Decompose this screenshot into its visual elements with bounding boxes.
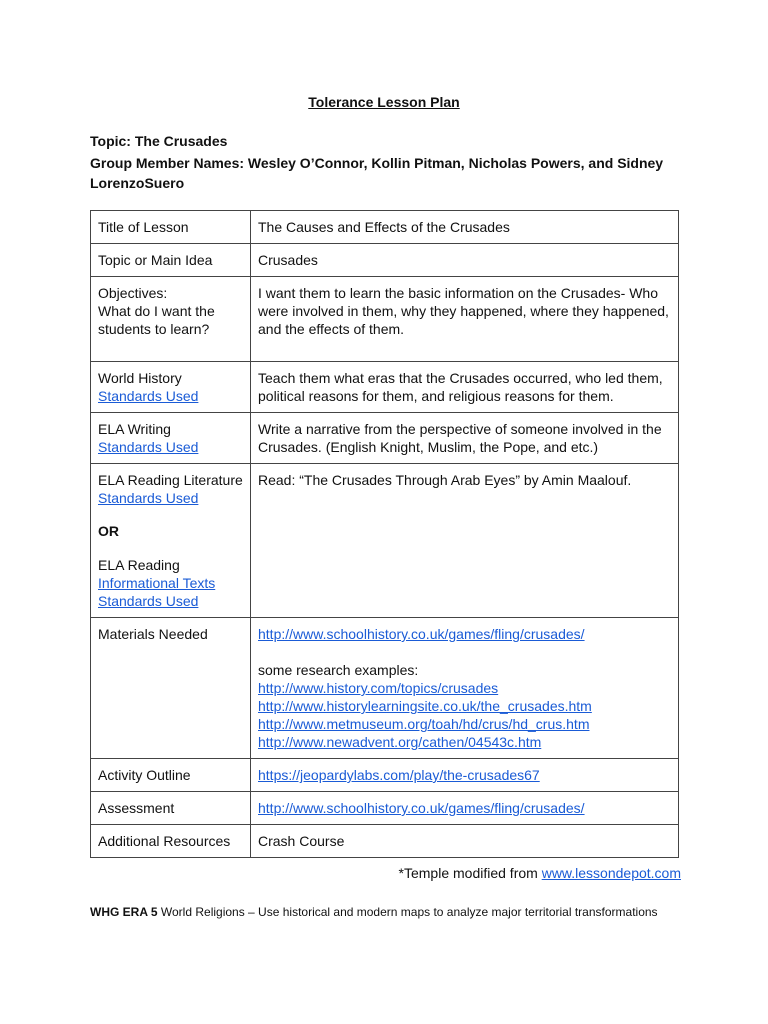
assessment-link[interactable]: http://www.schoolhistory.co.uk/games/fling/crusades/ [258, 800, 585, 816]
row-value [251, 759, 679, 792]
ela-reading-label: ELA Reading [98, 557, 180, 573]
lesson-plan-table [90, 210, 679, 858]
standards-footer [90, 905, 658, 919]
ela-writing-standards-link[interactable]: Standards Used [98, 439, 199, 455]
objectives-label: Objectives: [98, 285, 168, 301]
row-label: Additional Resources [91, 825, 251, 858]
row-value: Read: “The Crusades Through Arab Eyes” by Amin Maalouf. [251, 464, 679, 618]
credit-text: *Temple modified from [398, 865, 542, 881]
ela-reading-literature-standards-link[interactable]: Standards Used [98, 490, 199, 506]
row-label [91, 277, 251, 362]
table-row [91, 825, 679, 858]
activity-link[interactable]: https://jeopardylabs.com/play/the-crusades67 [258, 767, 540, 783]
informational-texts-link[interactable]: Informational Texts [98, 575, 216, 591]
row-label [91, 464, 251, 618]
template-credit [399, 865, 681, 881]
row-label: Assessment [91, 792, 251, 825]
table-row [91, 277, 679, 362]
table-row [91, 464, 679, 618]
world-history-label: World History [98, 370, 182, 386]
row-label: Title of Lesson [91, 211, 251, 244]
or-text: OR [98, 523, 119, 539]
footer-text: World Religions – Use historical and modern maps to analyze major territorial transformations [157, 905, 658, 919]
research-link[interactable]: http://www.historylearningsite.co.uk/the_crusades.htm [258, 698, 592, 714]
row-label: Activity Outline [91, 759, 251, 792]
row-label [91, 413, 251, 464]
objectives-question: What do I want the students to learn? [98, 303, 215, 337]
table-row [91, 211, 679, 244]
research-link[interactable]: http://www.metmuseum.org/toah/hd/crus/hd_crus.htm [258, 716, 590, 732]
table-row [91, 792, 679, 825]
row-label: Topic or Main Idea [91, 244, 251, 277]
ela-reading-standards-link[interactable]: Standards Used [98, 593, 199, 609]
row-value: Crusades [251, 244, 679, 277]
table-row [91, 759, 679, 792]
row-value: Teach them what eras that the Crusades occurred, who led them, political reasons for them, and religious reasons for them. [251, 362, 679, 413]
topic-heading: Topic: The Crusades [90, 133, 228, 149]
row-value [251, 618, 679, 759]
table-row [91, 618, 679, 759]
research-link[interactable]: http://www.history.com/topics/crusades [258, 680, 499, 696]
row-label [91, 362, 251, 413]
row-value: The Causes and Effects of the Crusades [251, 211, 679, 244]
lessondepot-link[interactable]: www.lessondepot.com [541, 865, 681, 881]
research-link[interactable]: http://www.newadvent.org/cathen/04543c.htm [258, 734, 542, 750]
page-title: Tolerance Lesson Plan [308, 94, 460, 110]
row-label: Materials Needed [91, 618, 251, 759]
ela-writing-label: ELA Writing [98, 421, 171, 437]
materials-link[interactable]: http://www.schoolhistory.co.uk/games/fling/crusades/ [258, 626, 585, 642]
table-row [91, 413, 679, 464]
row-value: Crash Course [251, 825, 679, 858]
row-value: I want them to learn the basic information on the Crusades- Who were involved in them, why they happened, where they happened, and the effects of them. [251, 277, 679, 362]
group-members: Group Member Names: Wesley O’Connor, Kollin Pitman, Nicholas Powers, and Sidney LorenzoSuero [90, 155, 664, 191]
row-value: Write a narrative from the perspective of someone involved in the Crusades. (English Knight, Muslim, the Pope, and etc.) [251, 413, 679, 464]
table-row [91, 244, 679, 277]
footer-era: WHG ERA 5 [90, 905, 158, 919]
ela-reading-literature-label: ELA Reading Literature [98, 472, 243, 488]
world-history-standards-link[interactable]: Standards Used [98, 388, 199, 404]
research-examples-label: some research examples: [258, 662, 419, 678]
table-row [91, 362, 679, 413]
row-value [251, 792, 679, 825]
